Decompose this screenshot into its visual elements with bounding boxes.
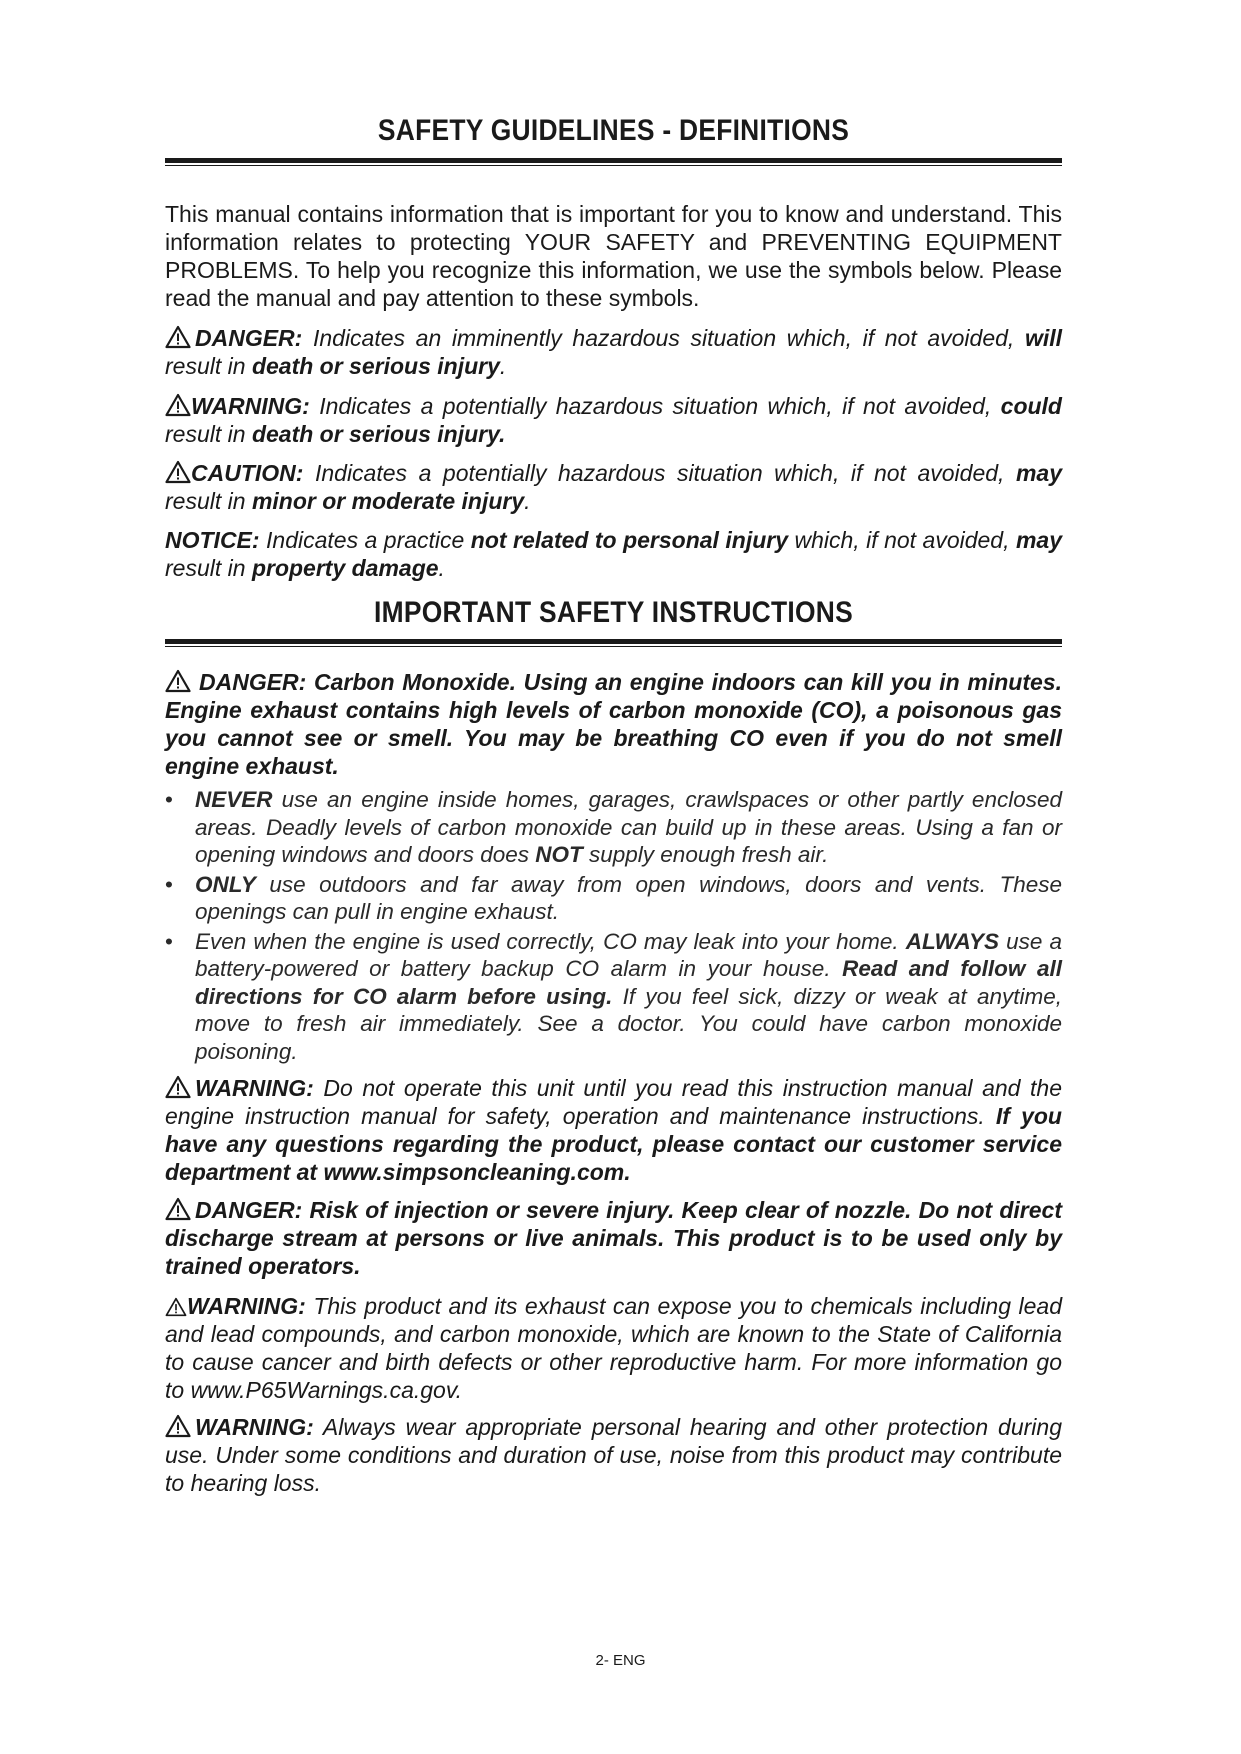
caution-consequence: minor or moderate injury bbox=[251, 488, 525, 514]
notice-not-related: not related to personal injury bbox=[470, 527, 789, 553]
danger-text2: result in bbox=[165, 353, 252, 379]
warning-definition bbox=[165, 392, 1062, 448]
bullet-dot: • bbox=[165, 928, 173, 954]
warning-label: WARNING: bbox=[195, 1075, 314, 1101]
bullet-text: use outdoors and far away from open windows, doors and vents. These openings can pull in engine exhaust. bbox=[195, 871, 1062, 924]
warning-label: WARNING: bbox=[195, 1414, 314, 1440]
bullet-dot: • bbox=[165, 787, 173, 812]
list-item bbox=[165, 786, 1062, 869]
warning-triangle-icon bbox=[165, 1197, 191, 1221]
danger-text: Indicates an imminently hazardous situation which, if not avoided, bbox=[302, 325, 1025, 351]
warning-triangle-icon bbox=[165, 1414, 191, 1438]
bullet-always: ALWAYS bbox=[905, 928, 1000, 954]
notice-period: . bbox=[438, 555, 445, 581]
bullet-text2: supply enough fresh air. bbox=[582, 842, 829, 867]
danger-injection bbox=[165, 1196, 1062, 1280]
notice-may: may bbox=[1015, 527, 1062, 553]
warning-triangle-icon bbox=[165, 1297, 187, 1317]
intro-paragraph: This manual contains information that is important for you to know and understand. This information relates to protecting YOUR SAFETY and PREVENTING EQUIPMENT PROBLEMS. To help you recognize this information, we use the symbols below. Please read the manual and pay attention to these symbols. bbox=[165, 201, 1062, 311]
caution-definition bbox=[165, 459, 1062, 515]
danger-period: . bbox=[499, 353, 507, 379]
notice-consequence: property damage bbox=[251, 555, 439, 581]
section-title-definitions: SAFETY GUIDELINES - DEFINITIONS bbox=[377, 114, 850, 147]
bullet-never: NEVER bbox=[195, 787, 273, 812]
warning-text: Indicates a potentially hazardous situation which, if not avoided, bbox=[309, 393, 1001, 419]
danger-carbon-monoxide bbox=[165, 668, 1062, 780]
caution-text: Indicates a potentially hazardous situation which, if not avoided, bbox=[303, 460, 1016, 486]
warning-triangle-icon bbox=[165, 669, 191, 693]
warning-text2: result in bbox=[165, 421, 252, 447]
caution-text2: result in bbox=[165, 488, 252, 514]
warning-p65-text: This product and its exhaust can expose you to chemicals including lead and lead compounds, and carbon monoxide, which are known to the State of California to cause cancer and birth defects or other reproductive harm. For more information go to www.P65Warnings.ca.gov. bbox=[165, 1293, 1062, 1403]
bullet-text3: If you feel sick, dizzy or weak at anytime, move to fresh air immediately. See a doctor. You could have carbon monoxide poisoning. bbox=[195, 983, 1062, 1064]
warning-triangle-icon bbox=[165, 393, 191, 417]
title-rule bbox=[165, 639, 1062, 647]
warning-manual bbox=[165, 1074, 1062, 1186]
caution-label: CAUTION: bbox=[191, 460, 304, 486]
list-item bbox=[165, 871, 1062, 926]
danger-injection-text: DANGER: Risk of injection or severe injury. Keep clear of nozzle. Do not direct discharge stream at persons or live animals. This product is to be used only by trained operators. bbox=[165, 1197, 1062, 1279]
bullet-only: ONLY bbox=[195, 871, 256, 897]
warning-prop65 bbox=[165, 1292, 1062, 1404]
warning-hearing-text: Always wear appropriate personal hearing and other protection during use. Under some conditions and duration of use, noise from this product may contribute to hearing loss. bbox=[165, 1414, 1062, 1496]
danger-label: DANGER: bbox=[195, 325, 303, 351]
bullet-read-follow: Read and follow all directions for CO alarm before using. bbox=[195, 956, 1062, 1009]
page-number: 2- ENG bbox=[595, 1652, 646, 1669]
warning-label: WARNING: bbox=[191, 393, 310, 419]
danger-consequence: death or serious injury bbox=[251, 353, 500, 379]
warning-triangle-icon bbox=[165, 460, 191, 484]
danger-co-text: DANGER: Carbon Monoxide. Using an engine indoors can kill you in minutes. Engine exhaust contains high levels of carbon monoxide (CO), a poisonous gas you cannot see or smell. You may be breathing CO even if you do not smell engine exhaust. bbox=[165, 669, 1062, 779]
notice-text: Indicates a practice bbox=[259, 527, 471, 553]
bullet-text: use an engine inside homes, garages, crawlspaces or other partly enclosed areas. Deadly levels of carbon monoxide can build up in these areas. Using a fan or opening windows and doors does bbox=[195, 787, 1062, 867]
bullet-not: NOT bbox=[535, 842, 583, 867]
warning-triangle-icon bbox=[165, 325, 191, 349]
notice-text2: which, if not avoided, bbox=[788, 527, 1016, 553]
danger-will: will bbox=[1024, 325, 1062, 351]
co-bullet-list bbox=[165, 786, 1062, 1065]
notice-label: NOTICE: bbox=[165, 527, 260, 553]
warning-label: WARNING: bbox=[187, 1293, 306, 1319]
warning-triangle-icon bbox=[165, 1075, 191, 1099]
section-title-instructions: IMPORTANT SAFETY INSTRUCTIONS bbox=[374, 596, 853, 629]
list-item bbox=[165, 928, 1062, 1066]
caution-period: . bbox=[524, 488, 531, 514]
caution-may: may bbox=[1015, 460, 1062, 486]
notice-definition bbox=[165, 526, 1062, 582]
warning-could: could bbox=[1000, 393, 1062, 419]
bullet-text2: use a battery-powered or battery backup CO alarm in your house. bbox=[195, 928, 1062, 981]
bullet-dot: • bbox=[165, 871, 173, 897]
title-rule bbox=[165, 158, 1062, 166]
danger-definition bbox=[165, 324, 1062, 380]
warning-manual-text: Do not operate this unit until you read this instruction manual and the engine instruction manual for safety, operation and maintenance instructions. bbox=[165, 1075, 1062, 1129]
notice-text3: result in bbox=[165, 555, 252, 581]
warning-consequence: death or serious injury. bbox=[251, 421, 506, 447]
warning-contact: If you have any questions regarding the product, please contact our customer service department at www.simpsoncleaning.com. bbox=[165, 1103, 1062, 1185]
warning-hearing bbox=[165, 1413, 1062, 1497]
bullet-text: Even when the engine is used correctly, CO may leak into your home. bbox=[195, 928, 906, 954]
